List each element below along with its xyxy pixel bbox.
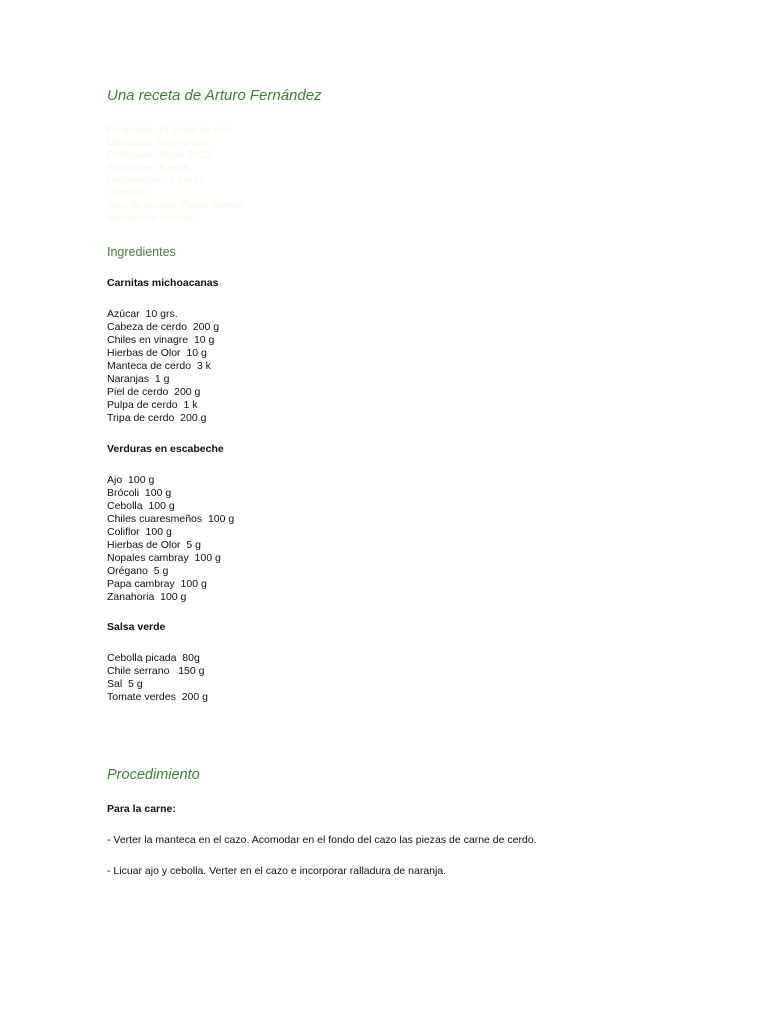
ingredient-group-title: Salsa verde xyxy=(107,621,166,633)
ingredient-item: Manteca de cerdo 3 k xyxy=(107,360,211,372)
ingredient-list xyxy=(107,474,234,604)
ingredient-item: Zanahoria 100 g xyxy=(107,591,187,603)
ingredient-item: Chiles cuaresmeños 100 g xyxy=(107,513,235,525)
ingredient-item: Cebolla 100 g xyxy=(107,500,175,512)
ingredient-item: Chiles en vinagre 10 g xyxy=(107,334,215,346)
recipe-title: Una receta de Arturo Fernández xyxy=(107,87,322,104)
ingredient-item: Cabeza de cerdo 200 g xyxy=(107,321,220,333)
recipe-meta-block xyxy=(107,124,244,224)
ingredient-item: Ajo 100 g xyxy=(107,474,155,486)
ingredients-heading: Ingredientes xyxy=(107,245,176,259)
ingredient-item: Piel de cerdo 200 g xyxy=(107,386,201,398)
procedure-subheading: Para la carne: xyxy=(107,803,176,815)
ingredient-item: Hierbas de Olor 5 g xyxy=(107,539,201,551)
ingredient-list xyxy=(107,308,219,425)
meta-line: Dificultad: Intermedia xyxy=(107,136,206,149)
ingredient-item: Tomate verdes 200 g xyxy=(107,691,208,703)
ingredient-list xyxy=(107,652,208,704)
meta-line: Preparación: 2 horas xyxy=(107,174,205,186)
ingredient-item: Cebolla picada 80g xyxy=(107,652,200,664)
meta-line: Publicada: Mayo 2012 xyxy=(107,149,211,161)
meta-line: Programa: El gusto es mío xyxy=(107,124,232,136)
ingredient-item: Coliflor 100 g xyxy=(107,526,172,538)
ingredient-item: Papa cambray 100 g xyxy=(107,578,207,590)
ingredient-item: Nopales cambray 100 g xyxy=(107,552,221,564)
ingredient-group-title: Verduras en escabeche xyxy=(107,443,224,455)
ingredient-item: Pulpa de cerdo 1 k xyxy=(107,399,198,411)
ingredient-item: Naranjas 1 g xyxy=(107,373,170,385)
ingredient-item: Sal 5 g xyxy=(107,678,143,690)
ingredient-item: Orégano 5 g xyxy=(107,565,169,577)
meta-line: Tipo de receta: Platos fuertes xyxy=(107,199,244,211)
ingredient-item: Chile serrano 150 g xyxy=(107,665,205,677)
ingredient-item: Azúcar 10 grs. xyxy=(107,308,178,320)
ingredient-item: Brócoli 100 g xyxy=(107,487,172,499)
procedure-step: - Licuar ajo y cebolla. Verter en el cazo e incorporar ralladura de naranja. xyxy=(107,865,447,877)
meta-line: Porciones: 8 pers. xyxy=(107,161,192,174)
ingredient-item: Hierbas de Olor 10 g xyxy=(107,347,207,359)
ingredient-item: Tripa de cerdo 200 g xyxy=(107,412,207,424)
procedure-heading: Procedimiento xyxy=(107,767,200,783)
meta-line: Cocción: xyxy=(107,186,148,199)
meta-line: Método de cocción: xyxy=(107,211,199,224)
ingredient-group-title: Carnitas michoacanas xyxy=(107,277,219,289)
procedure-step: - Verter la manteca en el cazo. Acomodar en el fondo del cazo las piezas de carne de cerdo. xyxy=(107,834,537,846)
